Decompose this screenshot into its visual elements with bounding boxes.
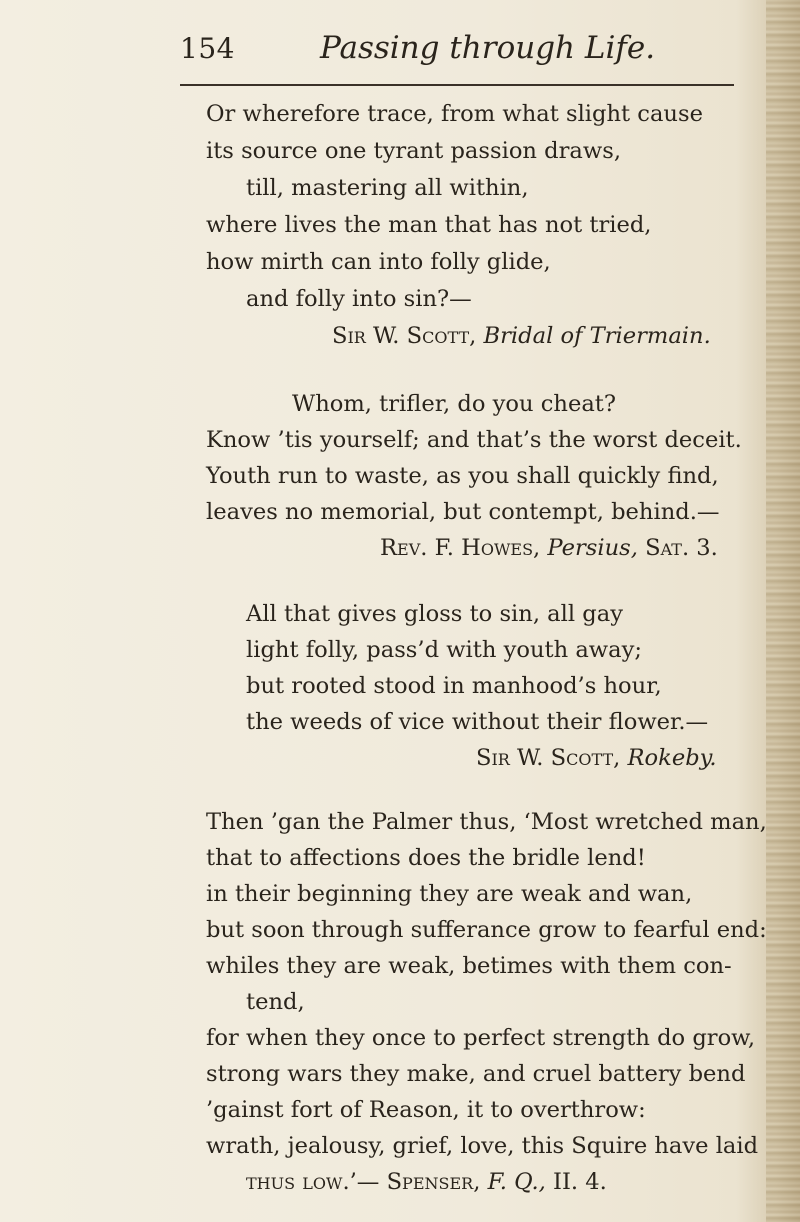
passage-line: leaves no memorial, but contempt, behind.— <box>206 499 720 525</box>
passage-line: whiles they are weak, betimes with them con- <box>206 953 732 979</box>
attribution-ref: Sat. 3. <box>645 535 718 561</box>
attribution <box>332 320 711 352</box>
passage-line: the weeds of vice without their flower.— <box>246 709 709 735</box>
attribution-work: Rokeby. <box>627 745 717 771</box>
passage-line: strong wars they make, and cruel battery bend <box>206 1061 746 1087</box>
passage-line: ’gainst fort of Reason, it to overthrow: <box>206 1097 646 1123</box>
attribution-work: Bridal of Triermain. <box>483 323 711 349</box>
passage-line: where lives the man that has not tried, <box>206 212 652 238</box>
header-rule <box>180 84 734 86</box>
passage-line: All that gives gloss to sin, all gay <box>246 601 623 627</box>
passage-line: for when they once to perfect strength do grow, <box>206 1025 756 1051</box>
passage-line: Then ’gan the Palmer thus, ‘Most wretched man, <box>206 809 767 835</box>
attribution-ref: II. 4. <box>553 1169 607 1195</box>
page-edge-shadow <box>766 0 800 1222</box>
attribution <box>380 532 718 564</box>
passage-line: Whom, trifler, do you cheat? <box>292 391 616 417</box>
passage-line: tend, <box>246 989 305 1015</box>
passage-line: in their beginning they are weak and wan, <box>206 881 693 907</box>
passage-line: thus low.’— Spenser, <box>246 1169 481 1195</box>
page-number: 154 <box>180 32 235 65</box>
passage-line: but rooted stood in manhood’s hour, <box>246 673 662 699</box>
attribution-author: Sir W. Scott, <box>476 745 621 771</box>
attribution <box>476 742 717 774</box>
page-header <box>180 22 740 82</box>
passage-line: and folly into sin?— <box>246 286 472 312</box>
passage-line: how mirth can into folly glide, <box>206 249 551 275</box>
passage-line: Or wherefore trace, from what slight cause <box>206 101 703 127</box>
passage-line: that to affections does the bridle lend! <box>206 845 646 871</box>
passage-line: its source one tyrant passion draws, <box>206 138 622 164</box>
attribution-author: Sir W. Scott, <box>332 323 477 349</box>
passage-line: till, mastering all within, <box>246 175 529 201</box>
passage-line-with-attribution <box>246 1166 607 1198</box>
attribution-work: Persius, <box>547 535 638 561</box>
passage-line: Youth run to waste, as you shall quickly find, <box>206 463 719 489</box>
running-title: Passing through Life. <box>320 30 656 66</box>
passage-line: but soon through sufferance grow to fearful end: <box>206 917 767 943</box>
passage-line: light folly, pass’d with youth away; <box>246 637 642 663</box>
attribution-author: Rev. F. Howes, <box>380 535 541 561</box>
attribution-work: F. Q., <box>487 1169 546 1195</box>
passage-line: wrath, jealousy, grief, love, this Squire have laid <box>206 1133 759 1159</box>
passage-line: Know ’tis yourself; and that’s the worst deceit. <box>206 427 742 453</box>
